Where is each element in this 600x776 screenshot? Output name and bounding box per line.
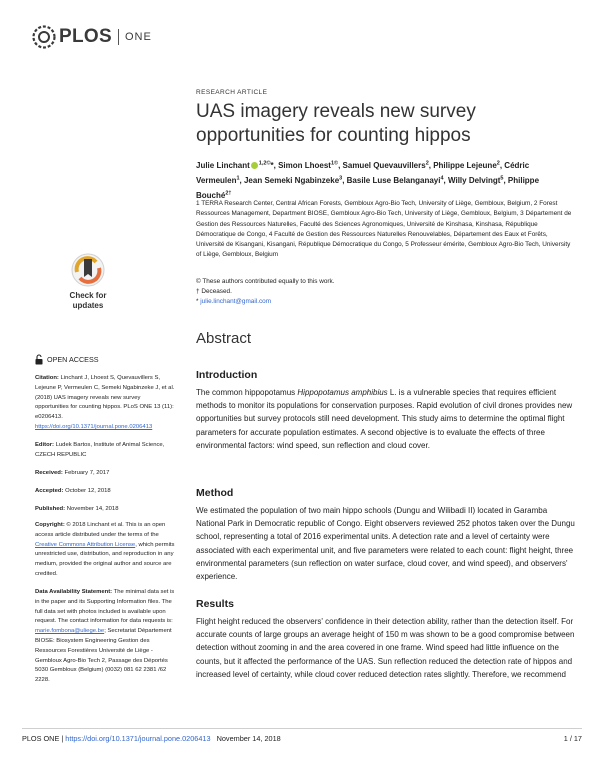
- author-name: Julie Linchant $^{1,2©}$*,: [196, 160, 279, 170]
- plos-logo-icon: [32, 25, 56, 49]
- abstract-heading: Abstract: [196, 330, 252, 347]
- author-name: Simon Lhoest$^{1©}$,: [278, 160, 343, 170]
- editor-block: Editor: Ludek Bartos, Institute of Animal Science, CZECH REPUBLIC: [35, 442, 165, 458]
- published-date: Published: November 14, 2018: [35, 506, 119, 512]
- deceased-note: † Deceased.: [196, 288, 232, 295]
- logo-one-text: ONE: [124, 31, 152, 43]
- orcid-icon[interactable]: [251, 162, 258, 169]
- page-number: 1 / 17: [563, 734, 582, 743]
- author-name: Cédric Vermeulen$^1$,: [196, 160, 530, 185]
- method-paragraph: We estimated the population of two main hippo schools (Dungu and Wilibadi II) located in Garamba National Park in Democratic republic of Congo. Eight observers reviewed 252 photos taken over the Dungu school, representing a total of 2016 experimental units. A detection rate and a level of certainty were associated with each experimental unit, and five parameters were related to each count: flight height, three environmental parameters (sun reflection on water surface, cloud cover, and wind speed), and observers' experience.: [196, 506, 575, 582]
- footer-citation: PLOS ONE | https://doi.org/10.1371/journal.pone.0206413 November 14, 2018: [22, 734, 281, 743]
- corresponding-email-line: * julie.linchant@gmail.com: [196, 298, 272, 305]
- results-paragraph: Flight height reduced the observers' confidence in their detection ability, rather than the detection itself. For accurate counts of large groups an average height of 150 m was shown to be a good compromise between detection without zooming in and the area covered in one frame. Wind speed had little influence on the counts, but it affected the performance of the UAS. Sun reflection reduced the detection rate of hippos and increased level of certainty, while cloud cover reduced detection rates slightly. Therefore, we recommend: [196, 617, 575, 679]
- svg-text:Check for: Check for: [69, 291, 107, 300]
- page-footer: [22, 734, 582, 743]
- method-heading: Method: [196, 487, 234, 499]
- article-title: UAS imagery reveals new survey opportunities for counting hippos: [196, 101, 476, 146]
- logo-separator: [118, 29, 119, 45]
- introduction-paragraph: The common hippopotamus Hippopotamus amphibius L. is a vulnerable species that requires efficient methods to monitor its populations for conservation purposes. Rapid evolution of civil drones provides new opportunities but survey protocols still need development. This study aims to determine the optimal flight parameters for accurate population estimates. A second objective is to evaluate the effects of three environmental factors: wind speed, sun reflection and cloud cover.: [196, 388, 573, 450]
- footer-divider: [22, 728, 582, 729]
- author-name: Samuel Quevauvillers$^2$,: [342, 160, 434, 170]
- citation-block: Citation: Linchant J, Lhoest S, Quevauvillers S, Lejeune P, Vermeulen C, Semeki Ngabinzeke J, et al. (2018) UAS imagery reveals new survey opportunities for counting hippos. PLoS ONE 13 (11): e0206413. https://doi.org/10.1371/journal.pone.0206413: [35, 375, 175, 430]
- logo-plos-text: PLOS: [59, 26, 112, 47]
- author-list: [196, 157, 574, 202]
- article-type: RESEARCH ARTICLE: [196, 89, 268, 96]
- equal-contribution-note: © These authors contributed equally to this work.: [196, 278, 335, 285]
- author-name: Basile Luse Belanganayi$^4$,: [346, 175, 448, 185]
- author-name: Philippe Bouché$^{2\dagger}$: [196, 175, 540, 200]
- affiliations: 1 TERRA Research Center, Central African Forests, Gembloux Agro-Bio Tech, University of Liège, Gembloux, Belgium, 2 Forest Ressources Management, Department BIOSE, Gembloux Agro-Bio Tech, University of Liège, Gembloux, Belgium, 3 Département de Gestion des Ressources Naturelles, Faculté des Sciences Agronomiques, Université de Kinshasa, Kinshasa, République Démocratique de Congo, 4 Faculté de Gestion des Ressources Naturelles Renouvelables, Département des Eaux et Forêts, Université de Kisangani, Kisangani, République Démocratique du Congo, 5 Professeur émérite, Gembloux Agro-Bio Tech, University of Liège, Gembloux, Belgium: [196, 200, 572, 259]
- data-availability-block: Data Availability Statement: The minimal data set is in the paper and its Supporting Information files. The full data set with photos included is available upon request. The contact information for data requests is: marie.fombona@uliege.be; Secretariat Département BIOSE: Biosystem Engineering Gestion des Ressources Forestières Université de Liège - Gembloux Agro-Bio Tech 2, Passage des Déportés 5030 Gembloux (Belgium) (0032) 081 62 2381 /62 2228.: [35, 589, 175, 684]
- footer-doi-link[interactable]: https://doi.org/10.1371/journal.pone.0206413: [65, 734, 211, 743]
- email-link[interactable]: julie.linchant@gmail.com: [200, 298, 272, 305]
- license-link[interactable]: Creative Commons Attribution License: [35, 541, 136, 548]
- data-request-email-link[interactable]: marie.fombona@uliege.be: [35, 628, 105, 635]
- open-lock-icon: [35, 354, 43, 365]
- citation-doi-link[interactable]: https://doi.org/10.1371/journal.pone.0206413: [35, 423, 153, 430]
- svg-text:updates: updates: [72, 301, 104, 310]
- copyright-block: Copyright: © 2018 Linchant et al. This is an open access article distributed under the terms of the Creative Commons Attribution License, which permits unrestricted use, distribution, and reproduction in any medium, provided the original author and source are credited.: [35, 522, 175, 577]
- author-name: Jean Semeki Ngabinzeke$^3$,: [243, 175, 347, 185]
- open-access-label: OPEN ACCESS: [35, 354, 99, 365]
- author-name: Willy Delvingt$^5$,: [448, 175, 508, 185]
- author-name: Philippe Lejeune$^2$,: [433, 160, 505, 170]
- check-for-updates-icon: [62, 250, 114, 314]
- results-heading: Results: [196, 598, 234, 610]
- accepted-date: Accepted: October 12, 2018: [35, 488, 111, 494]
- received-date: Received: February 7, 2017: [35, 470, 110, 476]
- plos-one-logo: [32, 24, 152, 50]
- author-notes: [196, 277, 574, 307]
- check-for-updates-badge[interactable]: [62, 250, 114, 314]
- introduction-heading: Introduction: [196, 369, 258, 381]
